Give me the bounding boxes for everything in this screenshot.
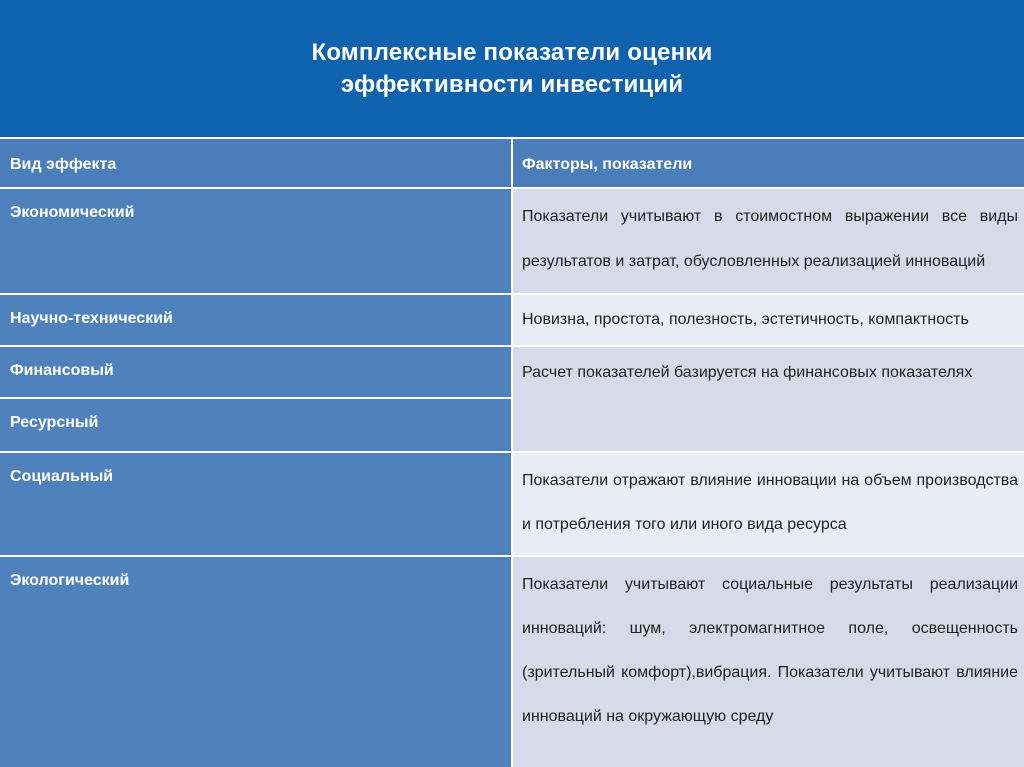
effects-table <box>0 139 1024 767</box>
title-band <box>0 0 1024 137</box>
slide-title-line-1: Комплексные показатели оценки <box>311 38 713 66</box>
row-ecological-factors: Показатели учитывают социальные результаты реализации инноваций: шум, электромагнитное поле, освещенность (зрительный комфорт),вибрация. Показатели учитывают влияние инноваций на окружающую среду <box>513 557 1024 767</box>
row-resource-type <box>0 399 511 451</box>
row-resource-label: Ресурсный <box>10 414 99 431</box>
slide-title-line-2: эффективности инвестиций <box>340 70 684 98</box>
row-financial-factors: Расчет показателей базируется на финансовых показателях <box>513 347 1024 451</box>
row-financial-type <box>0 347 511 397</box>
row-ecological-type <box>0 557 511 767</box>
row-social-factors: Показатели отражают влияние инновации на объем производства и потребления того или иного вида ресурса <box>513 453 1024 555</box>
row-scitech-factors: Новизна, простота, полезность, эстетичность, компактность <box>513 295 1024 345</box>
row-social-label: Социальный <box>10 468 114 485</box>
row-economic-label: Экономический <box>10 204 135 221</box>
row-social-type <box>0 453 511 555</box>
header-effect-type: Вид эффекта <box>0 139 511 187</box>
row-scitech-type <box>0 295 511 345</box>
row-financial-label: Финансовый <box>10 362 114 379</box>
row-scitech-label: Научно-технический <box>10 310 173 327</box>
row-economic-factors: Показатели учитывают в стоимостном выражении все виды результатов и затрат, обусловленных реализацией инноваций <box>513 189 1024 293</box>
row-economic-type <box>0 189 511 293</box>
header-factors: Факторы, показатели <box>513 139 1024 187</box>
row-ecological-label: Экологический <box>10 572 130 589</box>
